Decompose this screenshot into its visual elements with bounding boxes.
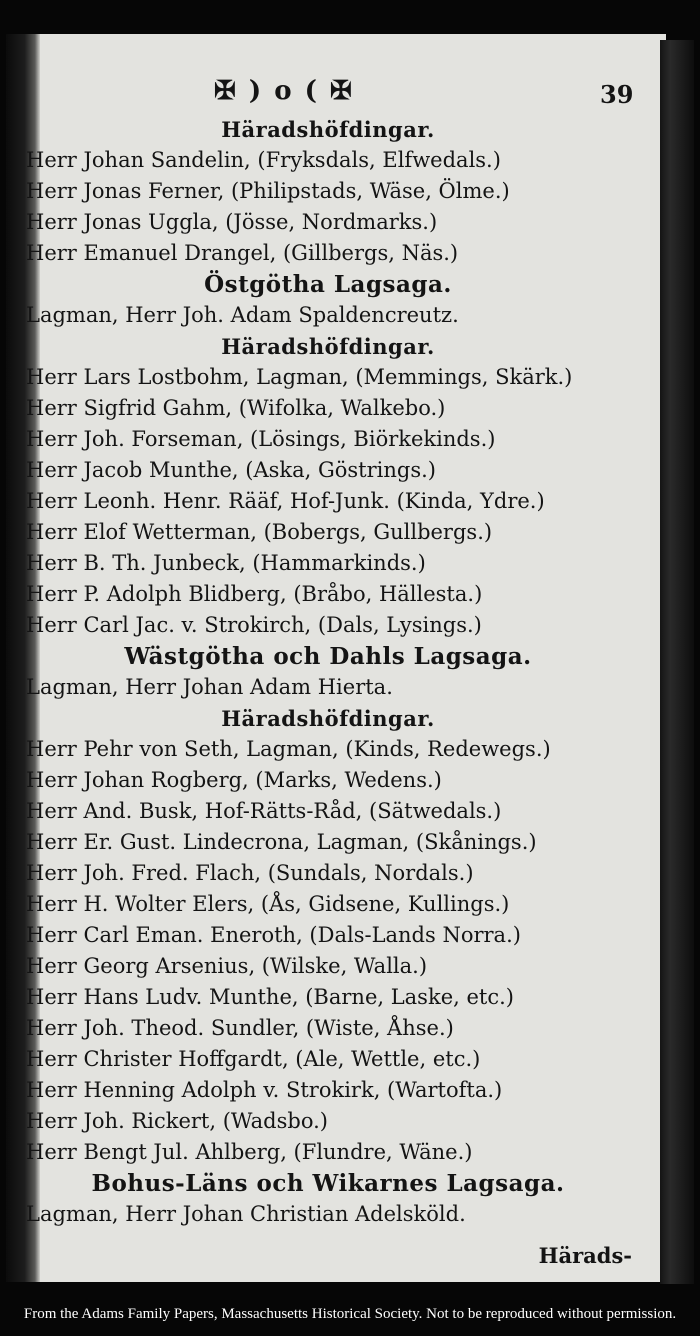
entry-line: Herr Joh. Fred. Flach, (Sundals, Nordals.) — [26, 861, 474, 885]
subheading: Häradshöfdingar. — [221, 334, 435, 359]
entry-line: Herr B. Th. Junbeck, (Hammarkinds.) — [26, 551, 426, 575]
page-edge-shadow — [660, 40, 694, 1284]
book-page — [6, 34, 666, 1282]
section-heading: Bohus-Läns och Wikarnes Lagsaga. — [91, 1170, 565, 1197]
entry-line: Herr Georg Arsenius, (Wilske, Walla.) — [26, 954, 428, 978]
entry-line: Herr Pehr von Seth, Lagman, (Kinds, Redewegs.) — [26, 737, 551, 761]
copyright-footer: From the Adams Family Papers, Massachusetts Historical Society. Not to be reproduced without permission. — [23, 1306, 677, 1322]
entry-line: Herr Lars Lostbohm, Lagman, (Memmings, Skärk.) — [26, 365, 573, 389]
entry-line: Herr Johan Sandelin, (Fryksdals, Elfwedals.) — [26, 148, 501, 172]
entry-line: Herr Emanuel Drangel, (Gillbergs, Näs.) — [26, 241, 459, 265]
entry-line: Herr Er. Gust. Lindecrona, Lagman, (Skånings.) — [26, 830, 537, 854]
section-heading: Östgötha Lagsaga. — [204, 271, 452, 298]
page-text — [18, 76, 638, 1270]
entry-line: Herr And. Busk, Hof-Rätts-Råd, (Sätwedals.) — [26, 799, 502, 823]
subheading: Häradshöfdingar. — [221, 706, 435, 731]
entry-line: Herr Joh. Forseman, (Lösings, Biörkekinds.) — [26, 427, 496, 451]
entry-line: Herr Henning Adolph v. Strokirk, (Wartofta.) — [26, 1078, 503, 1102]
catchword: Härads- — [538, 1243, 632, 1268]
entry-line: Lagman, Herr Joh. Adam Spaldencreutz. — [26, 303, 459, 327]
entry-line: Herr Joh. Theod. Sundler, (Wiste, Åhse.) — [26, 1016, 454, 1040]
section-heading: Wästgötha och Dahls Lagsaga. — [124, 643, 532, 670]
entry-line: Herr Jacob Munthe, (Aska, Göstrings.) — [26, 458, 436, 482]
entry-line: Herr Joh. Rickert, (Wadsbo.) — [26, 1109, 328, 1133]
entry-line: Herr Jonas Uggla, (Jösse, Nordmarks.) — [26, 210, 438, 234]
entry-list — [18, 114, 638, 1230]
subheading: Häradshöfdingar. — [221, 117, 435, 142]
entry-line: Lagman, Herr Johan Adam Hierta. — [26, 675, 393, 699]
entry-line: Lagman, Herr Johan Christian Adelsköld. — [26, 1202, 466, 1226]
running-head — [18, 76, 638, 114]
entry-line: Herr Jonas Ferner, (Philipstads, Wäse, Ölme.) — [26, 179, 510, 203]
page-number: 39 — [600, 80, 634, 109]
entry-line: Herr Christer Hoffgardt, (Ale, Wettle, etc.) — [26, 1047, 481, 1071]
header-ornament: ✠ ) o ( ✠ — [214, 76, 354, 106]
entry-line: Herr Carl Jac. v. Strokirch, (Dals, Lysings.) — [26, 613, 482, 637]
entry-line: Herr Bengt Jul. Ahlberg, (Flundre, Wäne.) — [26, 1140, 473, 1164]
entry-line: Herr Hans Ludv. Munthe, (Barne, Laske, etc.) — [26, 985, 514, 1009]
entry-line: Herr Sigfrid Gahm, (Wifolka, Walkebo.) — [26, 396, 446, 420]
entry-line: Herr Johan Rogberg, (Marks, Wedens.) — [26, 768, 442, 792]
entry-line: Herr Elof Wetterman, (Bobergs, Gullbergs.) — [26, 520, 493, 544]
entry-line: Herr H. Wolter Elers, (Ås, Gidsene, Kullings.) — [26, 892, 510, 916]
entry-line: Herr Leonh. Henr. Rääf, Hof-Junk. (Kinda, Ydre.) — [26, 489, 545, 513]
entry-line: Herr P. Adolph Blidberg, (Bråbo, Hällesta.) — [26, 582, 483, 606]
entry-line: Herr Carl Eman. Eneroth, (Dals-Lands Norra.) — [26, 923, 521, 947]
